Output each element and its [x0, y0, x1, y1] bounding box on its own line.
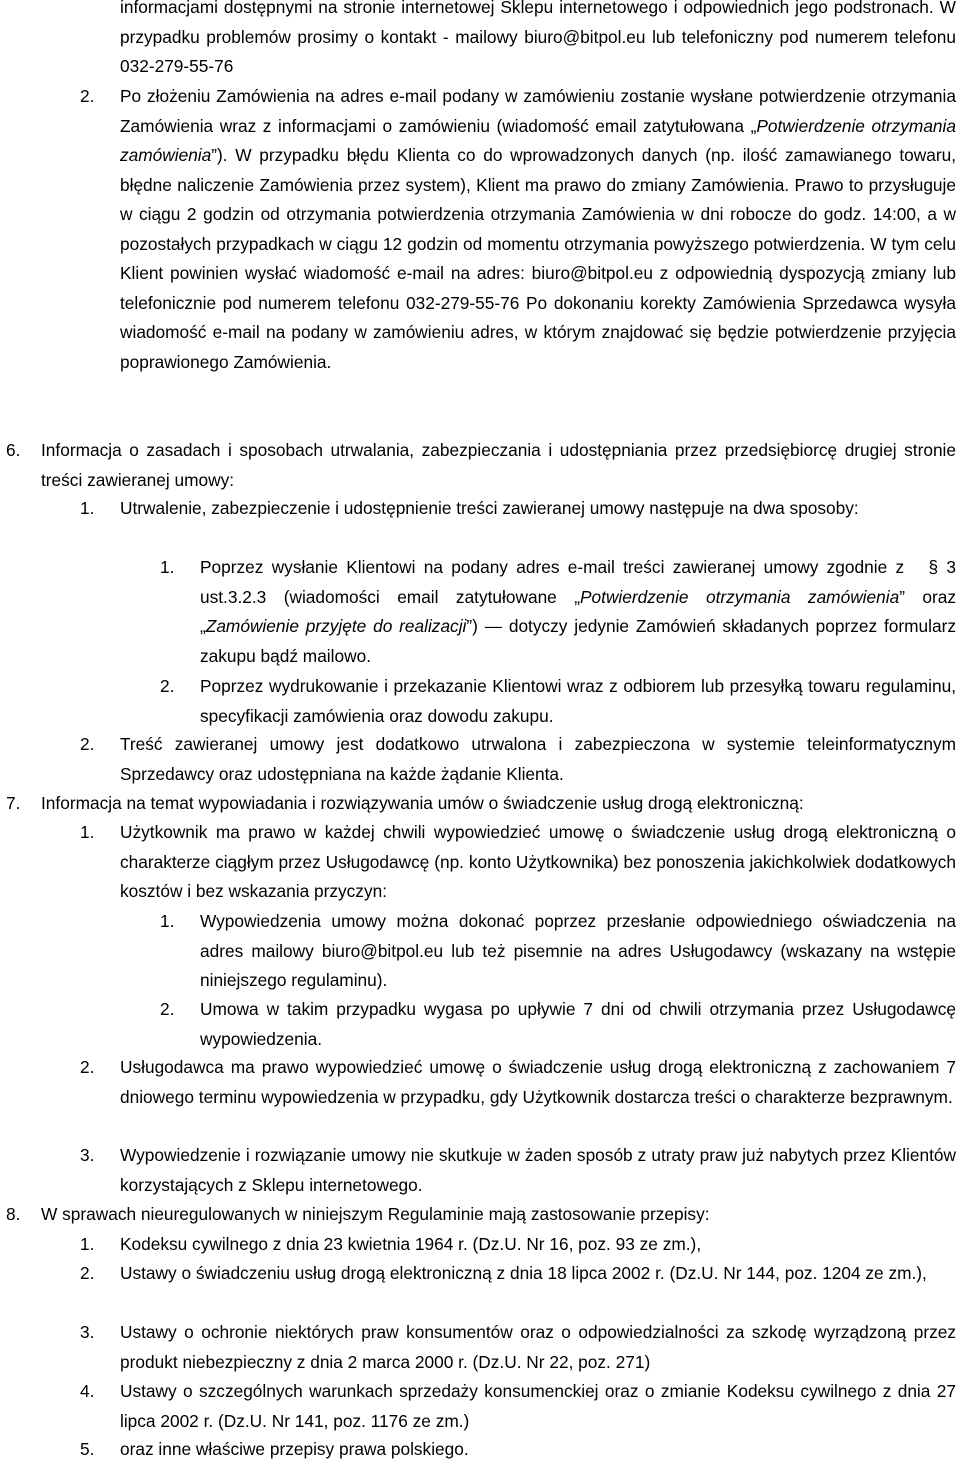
text-run: Po złożeniu Zamówienia na adres e-mail podany w zamówieniu zostanie wysłane potwierdzenie otrzymania Zamówienia wraz z informacjami o zamówieniu (wiadomość email zatytułowana „: [120, 86, 956, 136]
italic-title: Potwierdzenie otrzymania zamówienia: [120, 115, 956, 165]
paragraph-text: Umowa w takim przypadku wygasa po upływie 7 dni od chwili otrzymania przez Usługodawcę wypowiedzenia.: [200, 999, 956, 1049]
paragraph-text: W sprawach nieuregulowanych w niniejszym Regulaminie mają zastosowanie przepisy:: [41, 1204, 710, 1224]
paragraph-text: Utrwalenie, zabezpieczenie i udostępnienie treści zawieranej umowy następuje na dwa sposoby:: [120, 498, 859, 518]
list-number: 5.: [80, 1439, 95, 1459]
section-sign: §: [928, 557, 939, 577]
paragraph-text: informacjami dostępnymi na stronie internetowej Sklepu internetowego i odpowiednich jego podstronach. W przypadku problemów prosimy o kontakt - mailowy biuro@bitpol.eu lub telefoniczny pod numerem telefonu 032-279-55-76: [120, 0, 956, 76]
paragraph-text: Użytkownik ma prawo w każdej chwili wypowiedzieć umowę o świadczenie usług drogą elektroniczną o charakterze ciągłym przez Usługodawcę (np. konto Użytkownika) bez ponoszenia jakichkolwiek dodatkowych kosztów i bez wskazania przyczyn:: [120, 822, 956, 901]
paragraph-text: Kodeksu cywilnego z dnia 23 kwietnia 1964 r. (Dz.U. Nr 16, poz. 93 ze zm.),: [120, 1234, 702, 1254]
list-number: 1.: [160, 911, 175, 931]
list-number: 2.: [80, 86, 95, 106]
list-number: 7.: [6, 793, 21, 813]
paragraph-text: Wypowiedzenia umowy można dokonać poprzez przesłanie odpowiedniego oświadczenia na adres mailowy biuro@bitpol.eu lub też pisemnie na adres Usługodawcy (wskazany na wstępie niniejszego regulaminu).: [200, 911, 956, 990]
paragraph-text: [120, 82, 956, 377]
list-number: 1.: [80, 498, 95, 518]
list-number: 3.: [80, 1322, 95, 1342]
italic-title: Zamówienie przyjęte do realizacji: [205, 616, 467, 636]
text-run: 3 ust.3.2.3 (wiadomości email zatytułowane „: [200, 557, 956, 607]
text-run: ” oraz „: [200, 586, 956, 636]
list-number: 1.: [160, 557, 175, 577]
list-number: 8.: [6, 1204, 21, 1224]
paragraph-text: Wypowiedzenie i rozwiązanie umowy nie skutkuje w żaden sposób z utraty praw już nabytych przez Klientów korzystających z Sklepu internetowego.: [120, 1145, 956, 1195]
list-number: 1.: [80, 1234, 95, 1254]
paragraph-text: Ustawy o świadczeniu usług drogą elektroniczną z dnia 18 lipca 2002 r. (Dz.U. Nr 144, poz. 1204 ze zm.),: [120, 1263, 927, 1283]
list-number: 2.: [160, 676, 175, 696]
paragraph-text: [200, 553, 956, 671]
paragraph-text: Treść zawieranej umowy jest dodatkowo utrwalona i zabezpieczona w systemie teleinformatycznym Sprzedawcy oraz udostępniana na każde żądanie Klienta.: [120, 734, 956, 784]
text-run: ”). W przypadku błędu Klienta co do wprowadzonych danych (np. ilość zamawianego towaru, błędne naliczenie Zamówienia przez system), Klient ma prawo do zmiany Zamówienia. Prawo to przysługuje w ciągu 2 godzin od otrzymania potwierdzenia otrzymania Zamówienia w dni robocze do godz. 14:00, a w pozostałych przypadkach w ciągu 12 godzin od momentu otrzymania powyższego potwierdzenia. W tym celu Klient powinien wysłać wiadomość e-mail na adres: biuro@bitpol.eu z odpowiednią dyspozycją zmiany lub telefonicznie pod numerem telefonu 032-279-55-76 Po dokonaniu korekty Zamówienia Sprzedawca wysyła wiadomość e-mail na podany w zamówieniu adres, w którym znajdować się będzie potwierdzenie przyjęcia poprawionego Zamówienia.: [120, 145, 956, 372]
italic-title: Potwierdzenie otrzymania zamówienia: [580, 586, 900, 607]
list-number: 2.: [80, 734, 95, 754]
paragraph-text: Ustawy o ochronie niektórych praw konsumentów oraz o odpowiedzialności za szkodę wyrządzoną przez produkt niebezpieczny z dnia 2 marca 2000 r. (Dz.U. Nr 22, poz. 271): [120, 1322, 956, 1372]
paragraph-text: Poprzez wydrukowanie i przekazanie Klientowi wraz z odbiorem lub przesyłką towaru regulaminu, specyfikacji zamówienia oraz dowodu zakupu.: [200, 676, 956, 726]
paragraph-text: Informacja na temat wypowiadania i rozwiązywania umów o świadczenie usług drogą elektroniczną:: [41, 793, 804, 813]
text-run: Poprzez wysłanie Klientowi na podany adres e-mail treści zawieranej umowy zgodnie z: [200, 557, 905, 577]
paragraph-text: oraz inne właściwe przepisy prawa polskiego.: [120, 1439, 469, 1459]
paragraph-text: Ustawy o szczególnych warunkach sprzedaży konsumenckiej oraz o zmianie Kodeksu cywilnego z dnia 27 lipca 2002 r. (Dz.U. Nr 141, poz. 1176 ze zm.): [120, 1381, 956, 1431]
list-number: 2.: [160, 999, 175, 1019]
list-number: 6.: [6, 440, 21, 460]
list-number: 4.: [80, 1381, 95, 1401]
paragraph-text: Usługodawca ma prawo wypowiedzieć umowę o świadczenie usług drogą elektroniczną z zachowaniem 7 dniowego terminu wypowiedzenia w przypadku, gdy Użytkownik dostarcza treści o charakterze bezprawnym.: [120, 1057, 956, 1107]
list-number: 2.: [80, 1263, 95, 1283]
list-number: 2.: [80, 1057, 95, 1077]
paragraph-text: Informacja o zasadach i sposobach utrwalania, zabezpieczania i udostępniania przez przedsiębiorcę drugiej stronie treści zawieranej umowy:: [41, 440, 956, 490]
list-number: 1.: [80, 822, 95, 842]
text-run: ”) ― dotyczy jedynie Zamówień składanych poprzez formularz zakupu bądź mailowo.: [200, 616, 957, 666]
list-number: 3.: [80, 1145, 95, 1165]
